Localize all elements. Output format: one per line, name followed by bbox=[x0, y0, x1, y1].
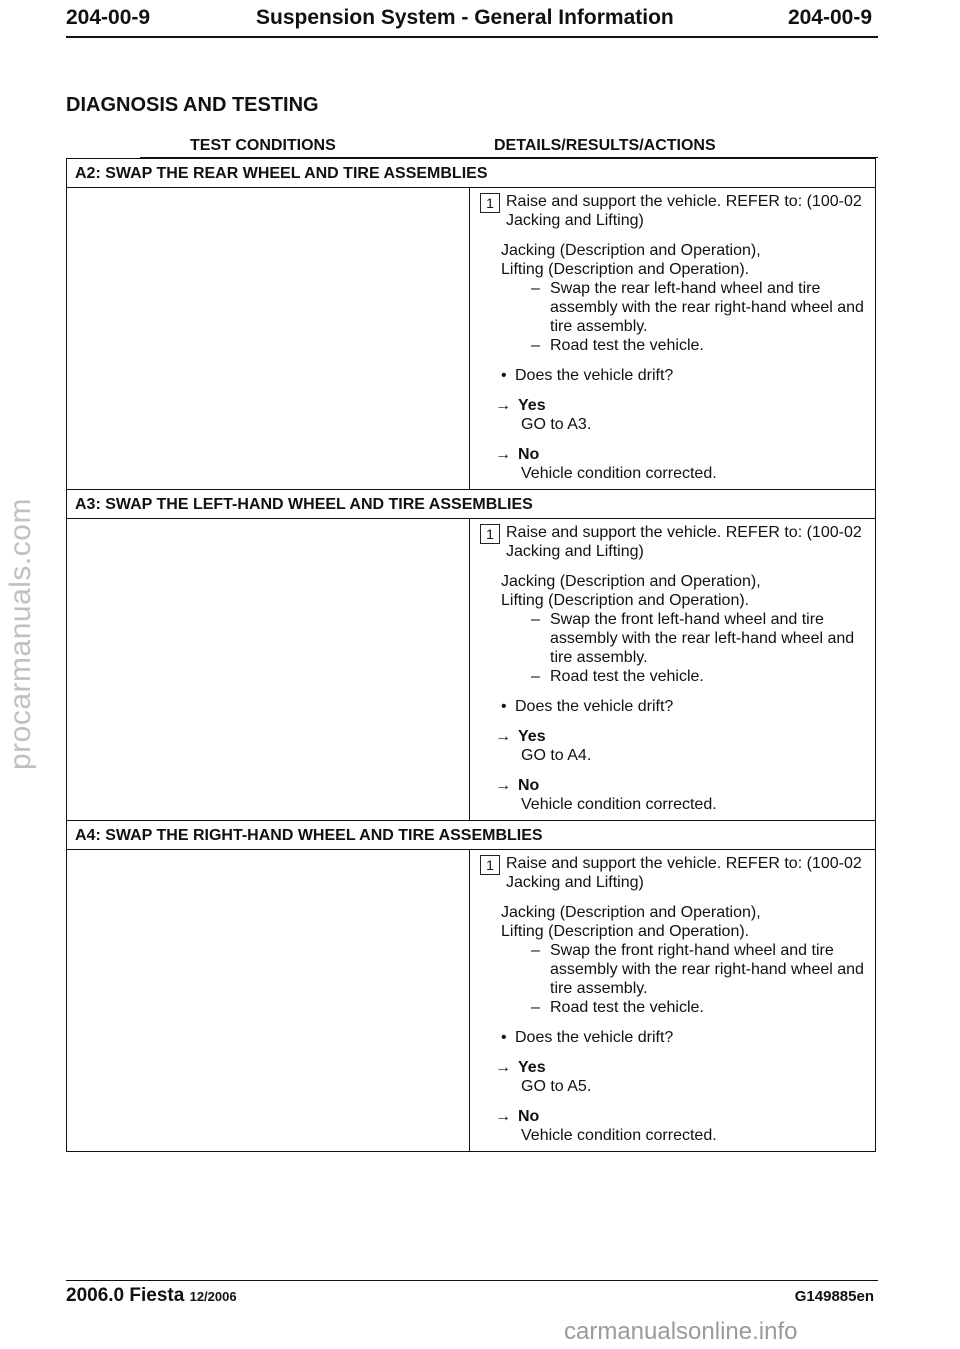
yes-action: GO to A3. bbox=[521, 416, 592, 433]
instruction bbox=[470, 523, 869, 561]
reference-jacking: Jacking (Description and Operation), bbox=[501, 904, 761, 921]
step-number-badge: 1 bbox=[480, 524, 500, 544]
action-item bbox=[501, 941, 869, 998]
action-text: Road test the vehicle. bbox=[550, 337, 704, 354]
reference-jacking: Jacking (Description and Operation), bbox=[501, 573, 761, 590]
test-conditions-cell bbox=[67, 850, 470, 1152]
action-item bbox=[501, 998, 869, 1017]
step-body-row bbox=[67, 519, 876, 821]
yes-label: Yes bbox=[518, 397, 546, 414]
action-text: Road test the vehicle. bbox=[550, 999, 704, 1016]
reference-list bbox=[470, 903, 869, 1017]
yes-action: GO to A4. bbox=[521, 747, 592, 764]
no-label: No bbox=[518, 446, 540, 463]
question bbox=[470, 697, 869, 716]
no-label: No bbox=[518, 777, 540, 794]
arrow-right-icon: → bbox=[495, 1108, 511, 1125]
instruction-text: Raise and support the vehicle. REFER to: (100-02 Jacking and Lifting) bbox=[506, 193, 862, 229]
column-header-test-conditions: TEST CONDITIONS bbox=[190, 137, 336, 154]
details-cell bbox=[470, 519, 876, 821]
no-branch bbox=[470, 1107, 869, 1145]
page-title: Suspension System - General Information bbox=[256, 6, 674, 29]
column-header-details: DETAILS/RESULTS/ACTIONS bbox=[494, 137, 716, 154]
step-body-row bbox=[67, 850, 876, 1152]
step-heading: A3: SWAP THE LEFT-HAND WHEEL AND TIRE ASSEMBLIES bbox=[67, 490, 876, 519]
question-text: Does the vehicle drift? bbox=[515, 1029, 674, 1046]
dash-marker: – bbox=[531, 999, 540, 1016]
page-footer bbox=[66, 1280, 878, 1306]
question bbox=[470, 1028, 869, 1047]
no-branch bbox=[470, 445, 869, 483]
action-text: Swap the front left-hand wheel and tire assembly with the rear left-hand wheel and tire assembly. bbox=[550, 611, 855, 666]
footer-date: 12/2006 bbox=[189, 1289, 237, 1304]
bullet-marker: • bbox=[501, 698, 507, 715]
yes-branch bbox=[470, 396, 869, 434]
arrow-right-icon: → bbox=[495, 446, 511, 463]
yes-branch bbox=[470, 1058, 869, 1096]
step-heading: A2: SWAP THE REAR WHEEL AND TIRE ASSEMBLIES bbox=[67, 159, 876, 188]
instruction bbox=[470, 854, 869, 892]
action-text: Road test the vehicle. bbox=[550, 668, 704, 685]
yes-label: Yes bbox=[518, 728, 546, 745]
action-item bbox=[501, 667, 869, 686]
yes-action: GO to A5. bbox=[521, 1078, 592, 1095]
instruction bbox=[470, 192, 869, 230]
reference-lifting: Lifting (Description and Operation). bbox=[501, 261, 750, 278]
page-number-left: 204-00-9 bbox=[66, 6, 151, 29]
footer-model bbox=[66, 1285, 237, 1307]
test-conditions-cell bbox=[67, 188, 470, 490]
no-action: Vehicle condition corrected. bbox=[521, 1127, 717, 1144]
bottom-watermark: carmanualsonline.info bbox=[564, 1318, 798, 1345]
side-watermark: procarmanuals.com bbox=[4, 498, 37, 770]
instruction-text: Raise and support the vehicle. REFER to: (100-02 Jacking and Lifting) bbox=[506, 855, 862, 891]
action-item bbox=[501, 336, 869, 355]
no-branch bbox=[470, 776, 869, 814]
page-header bbox=[66, 4, 878, 38]
details-cell bbox=[470, 188, 876, 490]
instruction-text: Raise and support the vehicle. REFER to: (100-02 Jacking and Lifting) bbox=[506, 524, 862, 560]
diagnostic-table bbox=[66, 158, 876, 1152]
no-label: No bbox=[518, 1108, 540, 1125]
bullet-marker: • bbox=[501, 1029, 507, 1046]
arrow-right-icon: → bbox=[495, 777, 511, 794]
reference-list bbox=[470, 572, 869, 686]
reference-lifting: Lifting (Description and Operation). bbox=[501, 923, 750, 940]
reference-jacking: Jacking (Description and Operation), bbox=[501, 242, 761, 259]
step-number-badge: 1 bbox=[480, 855, 500, 875]
page-number-right: 204-00-9 bbox=[787, 6, 872, 29]
action-item bbox=[501, 279, 869, 336]
action-text: Swap the front right-hand wheel and tire assembly with the rear right-hand wheel and tire assembly. bbox=[550, 942, 864, 997]
dash-marker: – bbox=[531, 280, 540, 297]
step-heading-row bbox=[67, 821, 876, 850]
arrow-right-icon: → bbox=[495, 1059, 511, 1076]
dash-marker: – bbox=[531, 611, 540, 628]
dash-marker: – bbox=[531, 337, 540, 354]
arrow-right-icon: → bbox=[495, 728, 511, 745]
action-item bbox=[501, 610, 869, 667]
question-text: Does the vehicle drift? bbox=[515, 698, 674, 715]
dash-marker: – bbox=[531, 942, 540, 959]
dash-marker: – bbox=[531, 668, 540, 685]
no-action: Vehicle condition corrected. bbox=[521, 465, 717, 482]
section-title: DIAGNOSIS AND TESTING bbox=[66, 94, 319, 116]
footer-model-name: 2006.0 Fiesta bbox=[66, 1285, 185, 1306]
action-text: Swap the rear left-hand wheel and tire assembly with the rear right-hand wheel and tire assembly. bbox=[550, 280, 864, 335]
footer-code: G149885en bbox=[794, 1288, 874, 1305]
test-conditions-cell bbox=[67, 519, 470, 821]
step-heading-row bbox=[67, 159, 876, 188]
no-action: Vehicle condition corrected. bbox=[521, 796, 717, 813]
yes-branch bbox=[470, 727, 869, 765]
details-cell bbox=[470, 850, 876, 1152]
reference-list bbox=[470, 241, 869, 355]
question-text: Does the vehicle drift? bbox=[515, 367, 674, 384]
step-number-badge: 1 bbox=[480, 193, 500, 213]
question bbox=[470, 366, 869, 385]
arrow-right-icon: → bbox=[495, 397, 511, 414]
step-heading-row bbox=[67, 490, 876, 519]
yes-label: Yes bbox=[518, 1059, 546, 1076]
step-heading: A4: SWAP THE RIGHT-HAND WHEEL AND TIRE ASSEMBLIES bbox=[67, 821, 876, 850]
bullet-marker: • bbox=[501, 367, 507, 384]
step-body-row bbox=[67, 188, 876, 490]
reference-lifting: Lifting (Description and Operation). bbox=[501, 592, 750, 609]
